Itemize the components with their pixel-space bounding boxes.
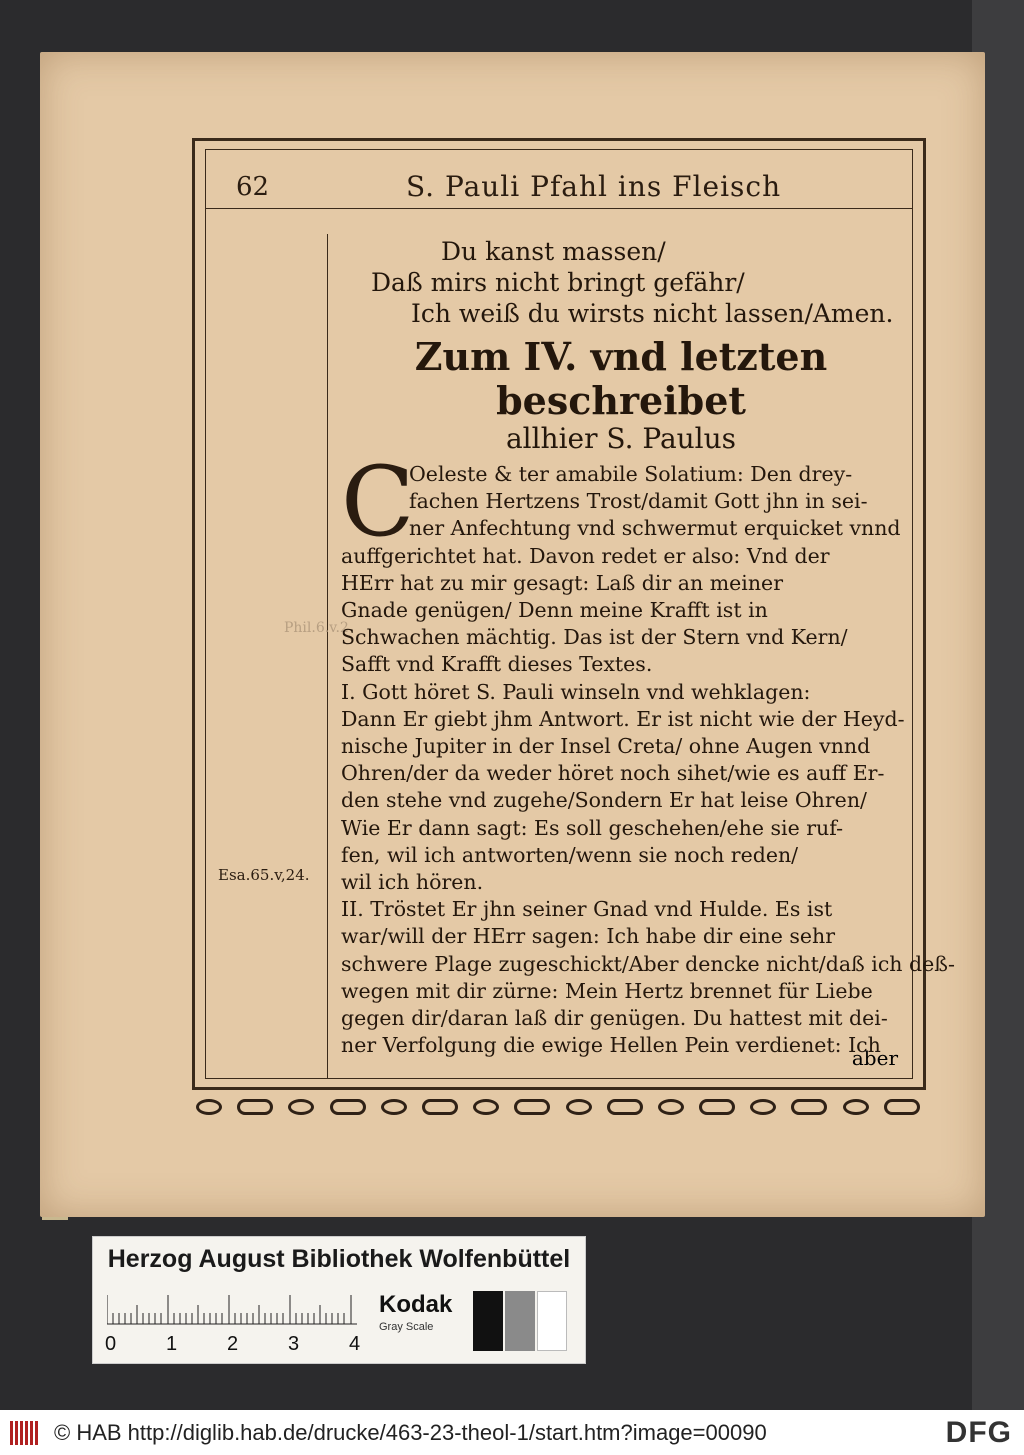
library-name: Herzog August Bibliothek Wolfenbüttel	[107, 1245, 571, 1273]
text-line: Ohren/der da weder höret noch sihet/wie es auff Er-	[341, 761, 885, 786]
text-line: Wie Er dann sagt: Es soll geschehen/ehe sie ruf-	[341, 815, 844, 840]
ornament-icon	[330, 1099, 366, 1115]
section-subheading: allhier S. Paulus	[505, 422, 737, 455]
ruler-number: 0	[105, 1333, 117, 1355]
margin-note: Esa.65.v,24.	[218, 866, 310, 884]
text-line: ner Anfechtung vnd schwermut erquicket vnnd	[409, 516, 901, 541]
text-line: wil ich hören.	[341, 870, 484, 895]
text-line: II. Tröstet Er jhn seiner Gnad vnd Hulde. Es ist	[341, 897, 833, 922]
ornament-icon	[237, 1099, 273, 1115]
color-reference-card	[92, 1236, 586, 1364]
ornament-icon	[884, 1099, 920, 1115]
gray-swatch-mid	[505, 1291, 535, 1351]
ornament-icon	[843, 1099, 869, 1115]
ruler-number: 4	[349, 1333, 361, 1355]
text-line: Gnade genügen/ Denn meine Krafft ist in	[341, 598, 768, 623]
text-line: den stehe vnd zugehe/Sondern Er hat leise Ohren/	[341, 788, 867, 813]
text-line: auffgerichtet hat. Davon redet er also: Vnd der	[341, 543, 830, 568]
gray-swatch-black	[473, 1291, 503, 1351]
text-line: I. Gott höret S. Pauli winseln vnd wehklagen:	[341, 679, 811, 704]
text-line: Dann Er giebt jhm Antwort. Er ist nicht wie der Heyd-	[341, 706, 905, 731]
ornament-icon	[607, 1099, 643, 1115]
kodak-label	[379, 1291, 452, 1333]
kodak-subtitle: Gray Scale	[379, 1321, 434, 1333]
margin-bleedthrough: Phil.6.v.2	[284, 620, 349, 636]
section-heading: Zum IV. vnd letzten beschreibet	[414, 334, 828, 423]
text-line: ner Verfolgung die ewige Hellen Pein verdienet: Ich	[341, 1033, 881, 1058]
dfg-logo: DFG	[945, 1416, 1012, 1449]
drop-cap: C	[341, 446, 415, 558]
page-number: 62	[236, 172, 270, 202]
text-line: fen, wil ich antworten/wenn sie noch reden/	[341, 842, 799, 867]
ornament-icon	[473, 1099, 499, 1115]
page-header	[206, 164, 912, 204]
text-frame-inner	[205, 149, 955, 1079]
ornament-icon	[514, 1099, 550, 1115]
ornament-icon	[422, 1099, 458, 1115]
text-line: Oeleste & ter amabile Solatium: Den drey-	[409, 462, 853, 486]
ornamental-border	[196, 1092, 920, 1122]
ornament-icon	[288, 1099, 314, 1115]
ornament-icon	[791, 1099, 827, 1115]
catchword: aber	[851, 1046, 898, 1070]
text-line: Safft vnd Krafft dieses Textes.	[341, 652, 653, 677]
page-body	[341, 236, 955, 1059]
verse-line: Daß mirs nicht bringt gefähr/	[371, 268, 745, 297]
margin-column-rule	[327, 234, 328, 1078]
text-line: fachen Hertzens Trost/damit Gott jhn in sei-	[409, 489, 868, 514]
ornament-icon	[566, 1099, 592, 1115]
text-line: HErr hat zu mir gesagt: Laß dir an meiner	[341, 570, 783, 595]
library-logo-icon	[10, 1421, 40, 1445]
ornament-icon	[381, 1099, 407, 1115]
kodak-brand: Kodak	[379, 1291, 453, 1318]
text-line: Schwachen mächtig. Das ist der Stern vnd Kern/	[341, 625, 848, 650]
ornament-icon	[750, 1099, 776, 1115]
text-line: war/will der HErr sagen: Ich habe dir eine sehr	[341, 924, 836, 949]
gray-swatch-white	[537, 1291, 567, 1351]
ornament-icon	[196, 1099, 222, 1115]
text-frame	[192, 138, 955, 1090]
text-line: wegen mit dir zürne: Mein Hertz brennet für Liebe	[341, 978, 873, 1003]
footer-bar	[0, 1410, 1024, 1455]
footer-citation[interactable]: © HAB http://diglib.hab.de/drucke/463-23-theol-1/start.htm?image=00090	[54, 1419, 767, 1445]
text-line: schwere Plage zugeschickt/Aber dencke nicht/daß ich deß-	[341, 951, 955, 976]
text-line: nische Jupiter in der Insel Creta/ ohne Augen vnnd	[341, 734, 871, 759]
ruler-number: 2	[227, 1333, 239, 1355]
ruler-number: 3	[288, 1333, 300, 1355]
ornament-icon	[699, 1099, 735, 1115]
verse-line: Du kanst massen/	[441, 237, 666, 266]
text-line: gegen dir/daran laß dir genügen. Du hattest mit dei-	[341, 1006, 888, 1031]
ruler-ticks	[107, 1295, 367, 1325]
ornament-icon	[658, 1099, 684, 1115]
verse-line: Ich weiß du wirsts nicht lassen/Amen.	[411, 299, 894, 328]
header-rule	[206, 208, 912, 209]
running-head: S. Pauli Pfahl ins Fleisch	[406, 170, 782, 203]
ruler-number: 1	[166, 1333, 178, 1355]
